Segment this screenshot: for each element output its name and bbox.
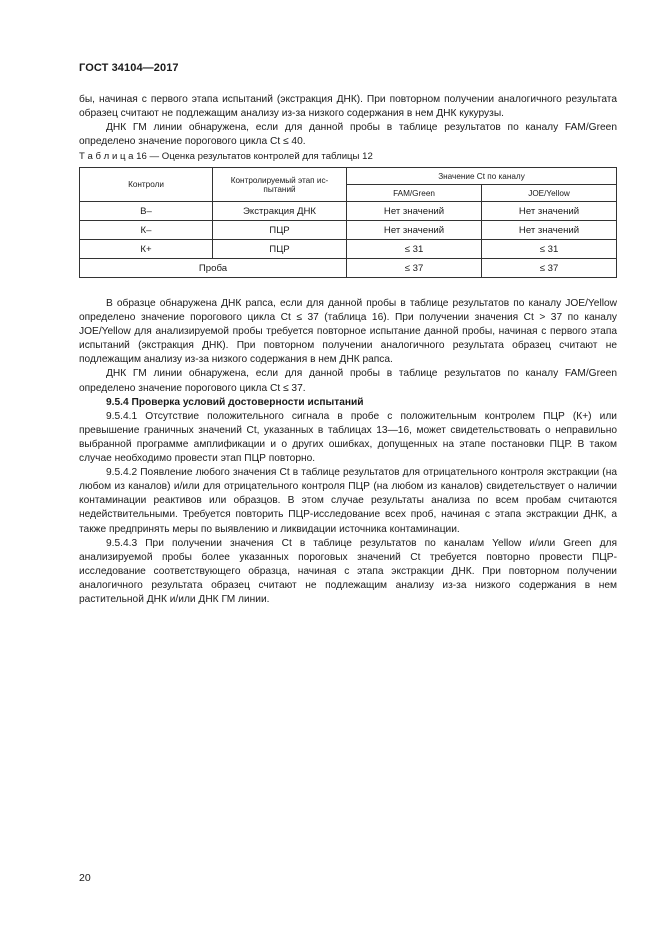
document-header: ГОСТ 34104—2017 <box>79 62 179 74</box>
cell-control: К+ <box>80 240 213 259</box>
section-title: Проверка условий достоверности испытаний <box>131 396 364 408</box>
main-text <box>79 297 617 607</box>
header-fam: FAM/Green <box>347 185 482 202</box>
table-row <box>80 221 617 240</box>
cell-joe: ≤ 37 <box>482 259 617 278</box>
after-table-paragraph-2: ДНК ГМ линии обнаружена, если для данной пробы в таблице результатов по каналу FAM/Green определено значение порогового цикла Ct ≤ 37. <box>79 368 617 394</box>
after-table-paragraph-1: В образце обнаружена ДНК рапса, если для данной пробы в таблице результатов по каналу JOE/Yellow определено значение порогового цикла Ct ≤ 37 (таблица 16). При получении значения Ct > 37 по каналу JOE/Yellow для анализируемой пробы требуется повторное испытание данной пробы, начиная с первого этапа испытаний (экстракция ДНК). При повторном получении аналогичного результата образец считают не подлежащим анализу из-за низкого содержания в нем ДНК рапса. <box>79 298 617 366</box>
cell-control: К– <box>80 221 213 240</box>
cell-stage: Экстракция ДНК <box>213 202 347 221</box>
cell-joe: ≤ 31 <box>482 240 617 259</box>
header-controls: Контроли <box>80 168 213 202</box>
cell-control: В– <box>80 202 213 221</box>
cell-fam: ≤ 37 <box>347 259 482 278</box>
section-paragraph-2: 9.5.4.2 Появление любого значения Ct в таблице результатов для отрицательного контроля экстракции (на любом из каналов) и/или для отрицательного контроля ПЦР (на любом из каналов) свидетельствует о наличии контаминации реактивов или образцов. В этом случае результаты анализа по всем пробам считаются недействительными. Требуется повторить ПЦР-исследование всех проб, начиная с этапа экстракции ДНК, а также предпринять меры по выявлению и ликвидации источника контаминации. <box>79 467 617 535</box>
table-header-row <box>80 168 617 185</box>
cell-stage: ПЦР <box>213 221 347 240</box>
intro-paragraph-2: ДНК ГМ линии обнаружена, если для данной пробы в таблице результатов по каналу FAM/Green определено значение порогового цикла Ct ≤ 40. <box>79 122 617 148</box>
header-stage: Контролируемый этап ис-пытаний <box>213 168 347 202</box>
section-paragraph-3: 9.5.4.3 При получении значения Ct в таблице результатов по каналам Yellow и/или Green для анализируемой пробы более указанных пороговых значений Ct требуется повторно провести ПЦР-исследование соответствующего образца, начиная с этапа экстракции ДНК. При повторном получении аналогичного результата образец считают не подлежащим анализу из-за низкого содержания в нем растительной ДНК и/или ДНК ГМ линии. <box>79 537 617 605</box>
cell-stage: ПЦР <box>213 240 347 259</box>
cell-sample-label: Проба <box>80 259 347 278</box>
cell-fam: Нет значений <box>347 221 482 240</box>
cell-fam: ≤ 31 <box>347 240 482 259</box>
section-heading <box>79 396 617 410</box>
results-table <box>79 167 617 278</box>
page-number: 20 <box>79 872 91 884</box>
cell-fam: Нет значений <box>347 202 482 221</box>
table-row <box>80 240 617 259</box>
section-number: 9.5.4 <box>106 396 129 408</box>
table-caption: Т а б л и ц а 16 — Оценка результатов контролей для таблицы 12 <box>79 151 373 162</box>
header-joe: JOE/Yellow <box>482 185 617 202</box>
intro-text <box>79 93 617 149</box>
table-row <box>80 202 617 221</box>
section-paragraph-1: 9.5.4.1 Отсутствие положительного сигнала в пробе с положительным контролем ПЦР (К+) или превышение граничных значений Ct, указанных в таблицах 13—16, может свидетельствовать о неправильно выбранной программе амплификации и о других ошибках, допущенных на этапе постановки ПЦР. В таком случае необходимо провести этап ПЦР повторно. <box>79 410 617 465</box>
intro-paragraph-1: бы, начиная с первого этапа испытаний (экстракция ДНК). При повторном получении аналогичного результата образец считают не подлежащим анализу из-за низкого содержания в нем ДНК кукурузы. <box>79 94 617 120</box>
table-row-sample <box>80 259 617 278</box>
header-ct-group: Значение Ct по каналу <box>347 168 617 185</box>
cell-joe: Нет значений <box>482 221 617 240</box>
cell-joe: Нет значений <box>482 202 617 221</box>
